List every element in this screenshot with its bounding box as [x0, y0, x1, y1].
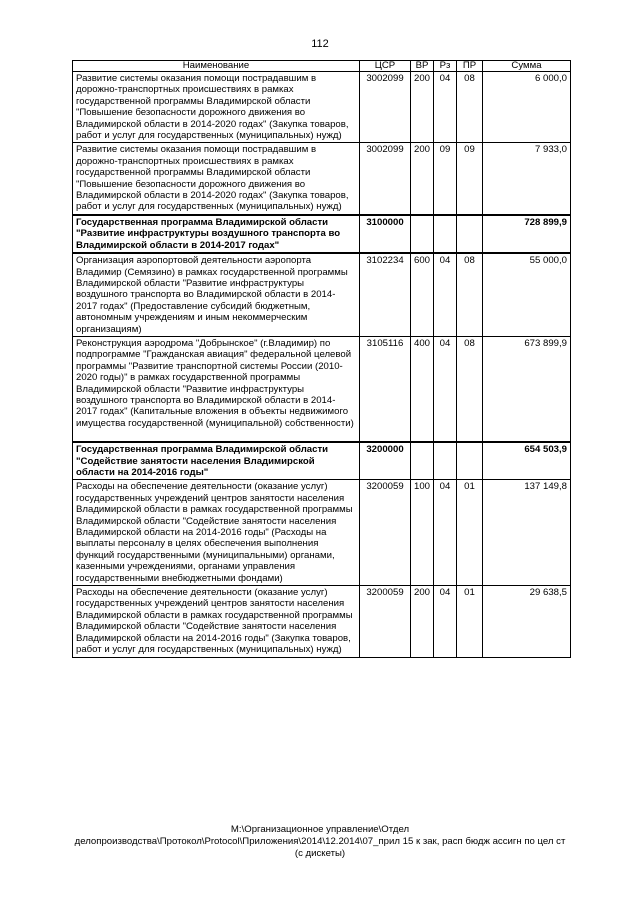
table-row	[73, 253, 571, 336]
row-pr: 01	[457, 586, 483, 657]
row-sum: 7 933,0	[483, 143, 571, 215]
file-path-footer	[0, 824, 640, 860]
program-row	[73, 215, 571, 253]
table-row	[73, 586, 571, 657]
row-vr: 600	[411, 253, 434, 336]
row-pr: 01	[457, 480, 483, 586]
header-csr: ЦСР	[360, 61, 411, 72]
row-name: Расходы на обеспечение деятельности (оказание услуг) государственных учреждений центров занятости населения Владимирской области в рамках государственной программы Владимирской области "Содействие занятости населения Владимирской области на 2014-2016 годы" (Закупка товаров, работ и услуг для государственных (муниципальных) нужд)	[73, 586, 360, 657]
row-name: Реконструкция аэродрома "Добрынское" (г.Владимир) по подпрограмме "Гражданская авиация" федеральной целевой программы "Развитие транспортной системы России (2010-2020 годы)" в рамках государственной программы Владимирской области "Развитие инфраструктуры воздушного транспорта во Владимирской области в 2014-2017 годах" (Капитальные вложения в объекты недвижимого имущества государственной (муниципальной) собственности)	[73, 336, 360, 442]
table-row	[73, 480, 571, 586]
row-vr	[411, 442, 434, 480]
row-rz: 04	[434, 336, 457, 442]
footer-line-3: (с дискеты)	[294, 848, 346, 859]
row-sum: 55 000,0	[483, 253, 571, 336]
table-row	[73, 143, 571, 215]
row-csr: 3200059	[360, 586, 411, 657]
program-row	[73, 442, 571, 480]
table-row	[73, 336, 571, 442]
row-csr: 3200059	[360, 480, 411, 586]
row-csr: 3100000	[360, 215, 411, 253]
row-sum: 654 503,9	[483, 442, 571, 480]
row-pr: 09	[457, 143, 483, 215]
row-sum: 29 638,5	[483, 586, 571, 657]
row-rz: 09	[434, 143, 457, 215]
row-csr: 3200000	[360, 442, 411, 480]
row-rz	[434, 215, 457, 253]
table-row	[73, 72, 571, 143]
header-rz: Рз	[434, 61, 457, 72]
row-name: Организация аэропортовой деятельности аэропорта Владимир (Семязино) в рамках государственной программы Владимирской области "Развитие инфраструктуры воздушного транспорта во Владимирской области в 2014-2017 годах" (Предоставление субсидий бюджетным, автономным учреждениям и иным некоммерческим организациям)	[73, 253, 360, 336]
row-name: Государственная программа Владимирской области "Развитие инфраструктуры воздушного транспорта во Владимирской области в 2014-2017 годах"	[73, 215, 360, 253]
footer-line-2: делопроизводства\Протокол\Protocol\Приложения\2014\12.2014\07_прил 15 к зак, расп бюдж ассигн по цел ст	[74, 836, 566, 847]
row-csr: 3105116	[360, 336, 411, 442]
row-name: Развитие системы оказания помощи пострадавшим в дорожно-транспортных происшествиях в рамках государственной программы Владимирской области "Повышение безопасности дорожного движения во Владимирской области в 2014-2020 годах" (Закупка товаров, работ и услуг для государственных (муниципальных) нужд)	[73, 72, 360, 143]
header-vr: ВР	[411, 61, 434, 72]
header-name: Наименование	[73, 61, 360, 72]
budget-table	[72, 60, 571, 658]
row-sum: 137 149,8	[483, 480, 571, 586]
row-sum: 6 000,0	[483, 72, 571, 143]
row-vr: 400	[411, 336, 434, 442]
row-csr: 3002099	[360, 72, 411, 143]
row-rz: 04	[434, 72, 457, 143]
table-header-row	[73, 61, 571, 72]
header-pr: ПР	[457, 61, 483, 72]
row-sum: 673 899,9	[483, 336, 571, 442]
row-name: Государственная программа Владимирской области "Содействие занятости населения Владимирской области на 2014-2016 годы"	[73, 442, 360, 480]
row-vr: 200	[411, 586, 434, 657]
row-csr: 3102234	[360, 253, 411, 336]
row-pr	[457, 442, 483, 480]
row-vr: 200	[411, 143, 434, 215]
row-pr: 08	[457, 336, 483, 442]
row-pr	[457, 215, 483, 253]
row-rz: 04	[434, 253, 457, 336]
header-sum: Сумма	[483, 61, 571, 72]
row-sum: 728 899,9	[483, 215, 571, 253]
row-vr	[411, 215, 434, 253]
row-name: Расходы на обеспечение деятельности (оказание услуг) государственных учреждений центров занятости населения Владимирской области в рамках государственной программы Владимирской области "Содействие занятости населения Владимирской области на 2014-2016 годы" (Расходы на выплаты персоналу в целях обеспечения выполнения функций государственными (муниципальными) органами, казенными учреждениями, органами управления государственными внебюджетными фондами)	[73, 480, 360, 586]
row-rz: 04	[434, 586, 457, 657]
row-vr: 200	[411, 72, 434, 143]
page-number: 112	[311, 38, 329, 50]
row-rz	[434, 442, 457, 480]
row-name: Развитие системы оказания помощи пострадавшим в дорожно-транспортных происшествиях в рамках государственной программы Владимирской области "Повышение безопасности дорожного движения во Владимирской области в 2014-2020 годах" (Закупка товаров, работ и услуг для государственных (муниципальных) нужд)	[73, 143, 360, 215]
row-rz: 04	[434, 480, 457, 586]
row-pr: 08	[457, 72, 483, 143]
row-vr: 100	[411, 480, 434, 586]
footer-line-1: М:\Организационное управление\Отдел	[230, 824, 410, 835]
row-pr: 08	[457, 253, 483, 336]
row-csr: 3002099	[360, 143, 411, 215]
